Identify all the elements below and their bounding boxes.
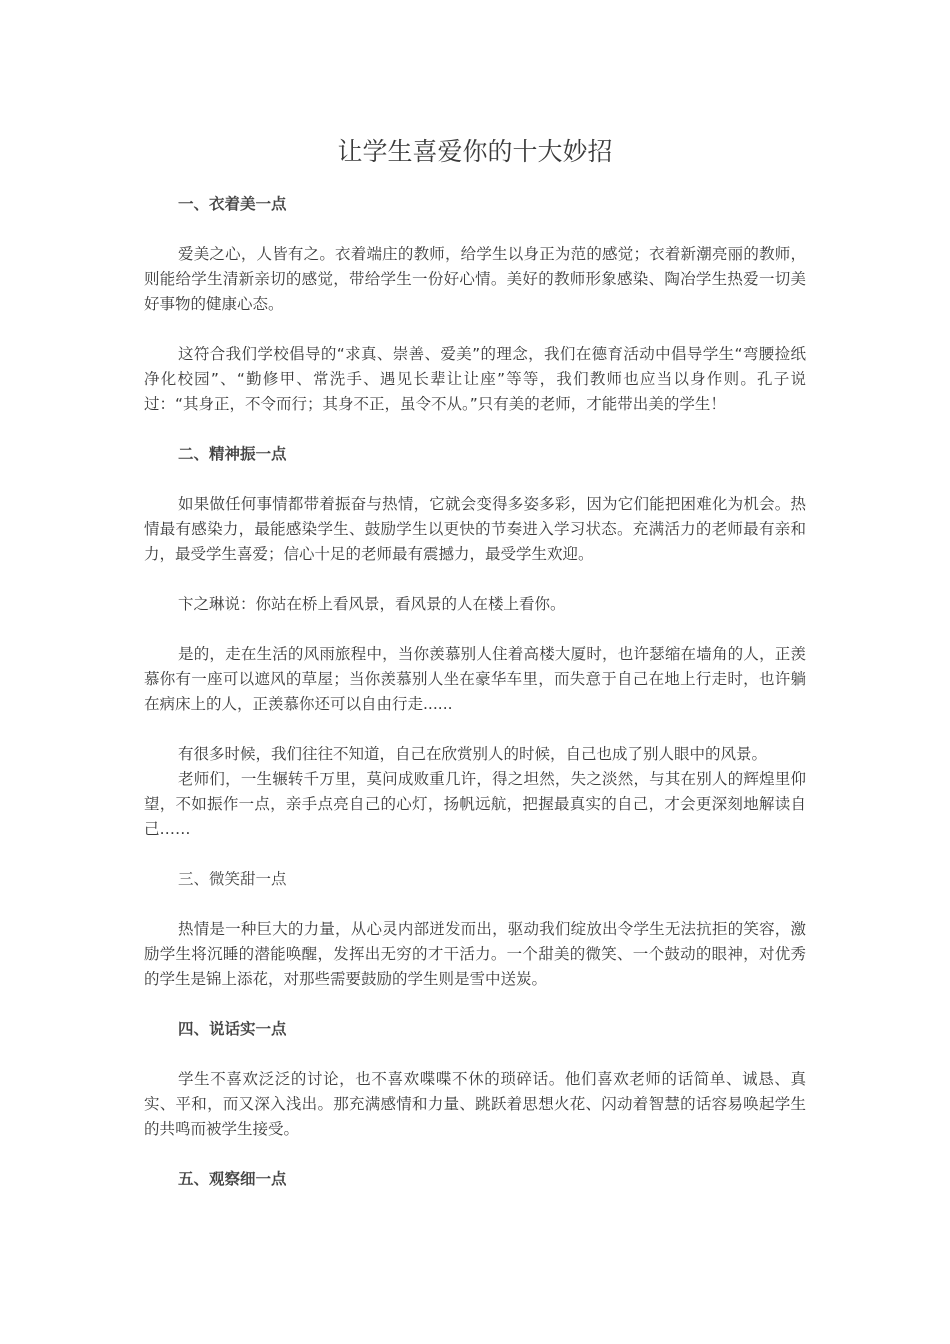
paragraph: 是的，走在生活的风雨旅程中，当你羡慕别人住着高楼大厦时，也许瑟缩在墙角的人，正羡慕你有一座可以遮风的草屋；当你羡慕别人坐在豪华车里，而失意于自己在地上行走时，也许躺在病床上的人，正羡慕你还可以自由行走...... — [144, 645, 806, 713]
section-heading: 一、衣着美一点 — [178, 195, 287, 213]
paragraph: 如果做任何事情都带着振奋与热情，它就会变得多姿多彩，因为它们能把困难化为机会。热情最有感染力，最能感染学生、鼓励学生以更快的节奏进入学习状态。充满活力的老师最有亲和力，最受学生喜爱；信心十足的老师最有震撼力，最受学生欢迎。 — [144, 495, 806, 563]
section-heading: 二、精神振一点 — [178, 445, 287, 463]
paragraph: 热情是一种巨大的力量，从心灵内部迸发而出，驱动我们绽放出令学生无法抗拒的笑容，激励学生将沉睡的潜能唤醒，发挥出无穷的才干活力。一个甜美的微笑、一个鼓动的眼神，对优秀的学生是锦上添花，对那些需要鼓励的学生则是雪中送炭。 — [144, 920, 806, 988]
paragraph: 爱美之心，人皆有之。衣着端庄的教师，给学生以身正为范的感觉；衣着新潮亮丽的教师，则能给学生清新亲切的感觉，带给学生一份好心情。美好的教师形象感染、陶冶学生热爱一切美好事物的健康心态。 — [144, 245, 806, 313]
paragraph: 卞之琳说：你站在桥上看风景，看风景的人在楼上看你。 — [178, 595, 566, 613]
paragraph: 学生不喜欢泛泛的讨论，也不喜欢喋喋不休的琐碎话。他们喜欢老师的话简单、诚恳、真实、平和，而又深入浅出。那充满感情和力量、跳跃着思想火花、闪动着智慧的话容易唤起学生的共鸣而被学生接受。 — [144, 1070, 806, 1138]
document-page — [144, 130, 822, 1217]
section-heading: 三、微笑甜一点 — [178, 870, 287, 888]
paragraph: 有很多时候，我们往往不知道，自己在欣赏别人的时候，自己也成了别人眼中的风景。 — [178, 745, 768, 763]
section-heading: 五、观察细一点 — [178, 1170, 287, 1188]
document-title: 让学生喜爱你的十大妙招 — [337, 137, 613, 166]
paragraph: 老师们，一生辗转千万里，莫问成败重几许，得之坦然，失之淡然，与其在别人的辉煌里仰望，不如振作一点，亲手点亮自己的心灯，扬帆远航，把握最真实的自己，才会更深刻地解读自己…… — [144, 770, 806, 838]
paragraph: 这符合我们学校倡导的“求真、崇善、爱美”的理念，我们在德育活动中倡导学生“弯腰捡纸 净化校园”、“勤修甲、常洗手、遇见长辈让让座”等等，我们教师也应当以身作则。孔子说过：“其身正，不令而行；其身不正，虽令不从。”只有美的老师，才能带出美的学生！ — [144, 345, 822, 413]
section-heading: 四、说话实一点 — [178, 1020, 287, 1038]
